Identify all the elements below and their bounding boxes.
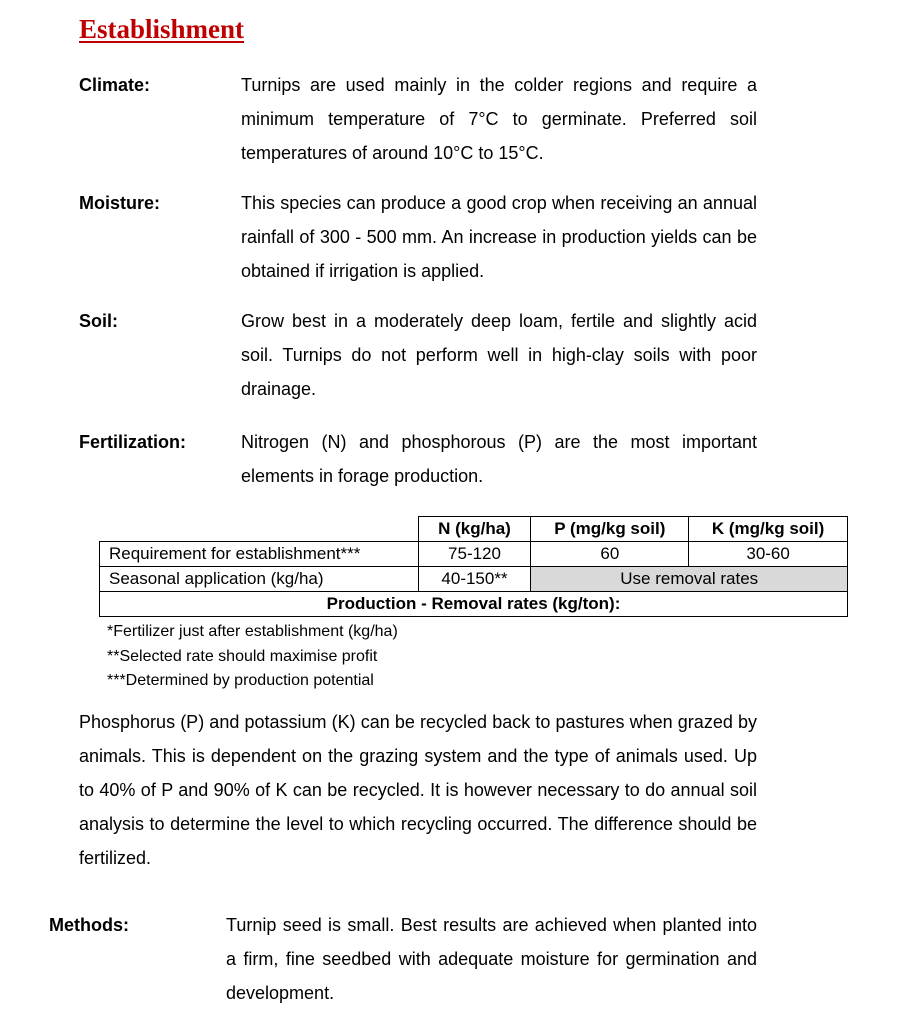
- paragraph-line: Phosphorus (P) and potassium (K) can be recycled back to pastures when: [79, 712, 673, 732]
- table-row: [100, 542, 848, 567]
- paragraph-line: grazed by animals. This is dependent on the grazing system and the type of: [79, 712, 757, 766]
- cell-p: 60: [531, 542, 689, 567]
- moisture-line: yields can be obtained if irrigation is applied.: [241, 227, 757, 281]
- footnote: *Fertilizer just after establishment (kg/ha): [107, 623, 398, 640]
- moisture-line: annual rainfall of 300 - 500 mm. An increase in production: [241, 193, 757, 247]
- row-label: Requirement for establishment***: [100, 542, 419, 567]
- fertilizer-table: [99, 516, 848, 617]
- table-row: [100, 567, 848, 592]
- moisture-text: [241, 186, 757, 288]
- paragraph-line: animals used. Up to 40% of P and 90% of K can be recycled. It is however: [79, 746, 757, 800]
- soil-text: [241, 304, 757, 406]
- production-row: Production - Removal rates (kg/ton):: [100, 592, 848, 617]
- methods-line: into a firm, fine seedbed with adequate moisture for: [226, 915, 757, 969]
- soil-line: poor drainage.: [241, 345, 757, 399]
- recycling-paragraph: [79, 705, 757, 875]
- moisture-line: This species can produce a good crop when receiving an: [241, 193, 698, 213]
- soil-label: Soil:: [79, 311, 118, 331]
- cell-n: 75-120: [418, 542, 531, 567]
- cell-n: 40-150**: [418, 567, 531, 592]
- methods-text: [226, 908, 757, 1010]
- footnote: ***Determined by production potential: [107, 672, 374, 689]
- fertilization-line: elements in forage production.: [241, 466, 484, 486]
- climate-line: Turnips are used mainly in the colder regions and require a: [241, 75, 757, 95]
- climate-line: temperatures of around 10°C to 15°C.: [241, 143, 544, 163]
- soil-line: Grow best in a moderately deep loam, fertile and slightly: [241, 311, 716, 331]
- footnote: **Selected rate should maximise profit: [107, 647, 378, 665]
- table-corner-cell: [100, 517, 419, 542]
- column-header-k: K (mg/kg soil): [689, 517, 848, 542]
- methods-line: Turnip seed is small. Best results are achieved when planted: [226, 915, 722, 935]
- fertilization-label: Fertilization:: [79, 432, 186, 452]
- moisture-label: Moisture:: [79, 193, 160, 213]
- climate-label: Climate:: [79, 75, 151, 95]
- column-header-n: N (kg/ha): [418, 517, 531, 542]
- table-row: [100, 592, 848, 617]
- methods-line: germination and development.: [226, 949, 757, 1003]
- column-header-p: P (mg/kg soil): [531, 517, 689, 542]
- climate-line: minimum temperature of 7°C to germinate. Preferred soil: [241, 109, 757, 129]
- paragraph-line: necessary to do annual soil analysis to determine the level to which recycling: [79, 780, 757, 834]
- methods-label: Methods:: [49, 915, 129, 935]
- table-footnotes: [107, 620, 398, 694]
- fertilization-line: Nitrogen (N) and phosphorous (P) are the most important: [241, 432, 757, 452]
- soil-line: acid soil. Turnips do not perform well in high-clay soils with: [241, 311, 757, 365]
- fertilization-text: [241, 425, 757, 493]
- row-label: Seasonal application (kg/ha): [100, 567, 419, 592]
- paragraph-line: occurred. The difference should be fertilized.: [79, 814, 757, 868]
- table-header-row: [100, 517, 848, 542]
- page-title: Establishment: [79, 14, 245, 44]
- cell-k: 30-60: [689, 542, 848, 567]
- climate-text: [241, 68, 757, 170]
- cell-pk: Use removal rates: [531, 567, 848, 592]
